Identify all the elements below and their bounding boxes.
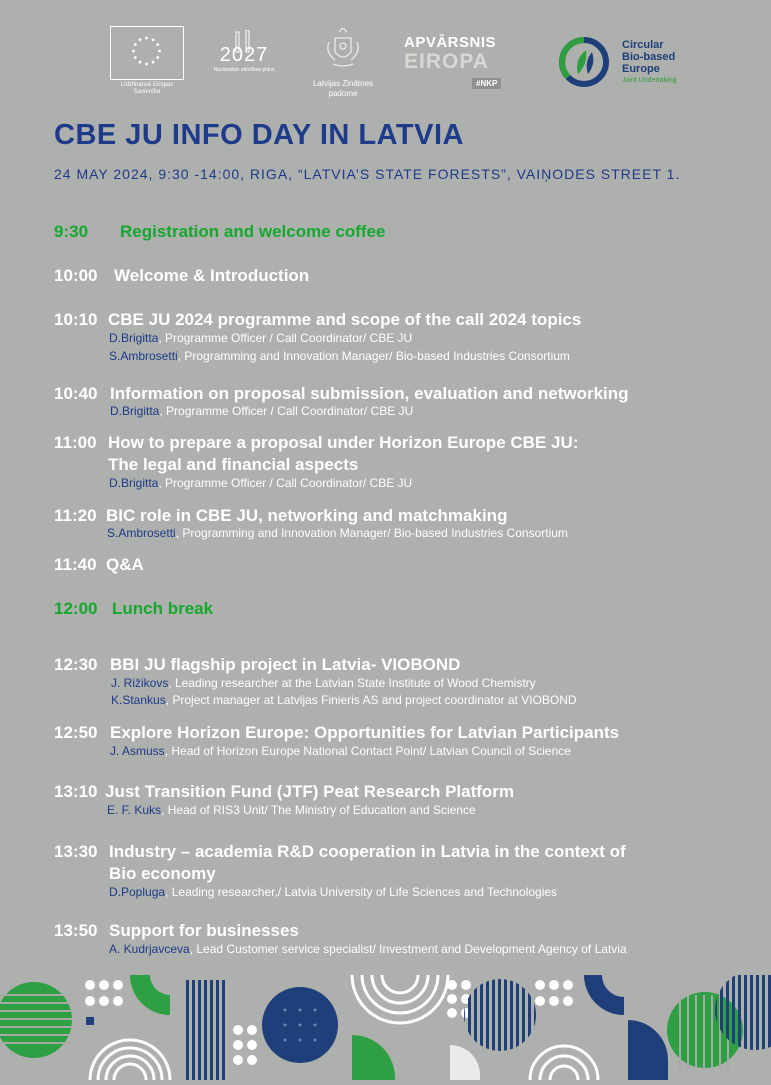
- speaker-role: , Head of RIS3 Unit/ The Ministry of Education and Science: [161, 803, 476, 817]
- speaker-role: , Leading researcher at the Latvian State Institute of Wood Chemistry: [168, 676, 536, 690]
- lzp-caption: Latvijas Zinātnes padome: [312, 79, 374, 98]
- agenda-item-programme: [54, 310, 581, 364]
- logo-bar: [0, 0, 771, 110]
- coat-of-arms-icon: [323, 28, 363, 70]
- agenda-item-registration: [54, 222, 385, 242]
- speaker-role: , Head of Horizon Europe National Contact Point/ Latvian Council of Science: [164, 744, 571, 758]
- cbe-line2: Bio-based: [622, 51, 676, 63]
- speaker-name: D.Popluga: [109, 885, 166, 899]
- speaker: [109, 885, 681, 900]
- speaker-role: , Programming and Innovation Manager/ Bio-based Industries Consortium: [175, 526, 568, 540]
- speaker-role: , Leading researcher,/ Latvia University of Life Sciences and Technologies: [165, 885, 558, 899]
- agenda-title: Industry – academia R&D cooperation in Latvia in the context of: [109, 842, 626, 861]
- speaker: [107, 526, 568, 541]
- agenda-time: 13:30: [54, 842, 98, 861]
- speaker-name: D.Brigitta: [109, 476, 159, 490]
- cbe-circle-icon: [558, 36, 610, 88]
- agenda-title: Information on proposal submission, evaluation and networking: [110, 384, 629, 403]
- speaker-name: K.Stankus: [111, 693, 166, 707]
- agenda-title: Welcome & Introduction: [114, 266, 310, 285]
- speaker: [107, 803, 567, 818]
- eu-caption: Līdzfinansē Eiropas Savienība: [120, 82, 174, 95]
- agenda-title: BIC role in CBE JU, networking and matchmaking: [106, 506, 508, 525]
- cbe-logo: [558, 38, 688, 88]
- agenda-item-submission: [54, 384, 629, 419]
- speaker-name: A. Kudrjavceva: [109, 942, 190, 956]
- agenda-time: 10:00: [54, 266, 98, 285]
- agenda-item-legal-financial: [54, 433, 578, 491]
- nap-bars-icon: [234, 30, 254, 54]
- speaker-role: , Programme Officer / Call Coordinator/ CBE JU: [159, 404, 414, 418]
- agenda-time: 9:30: [54, 222, 89, 241]
- speaker: [109, 331, 636, 346]
- agenda-title: Support for businesses: [109, 921, 299, 940]
- cbe-name: [622, 39, 675, 75]
- agenda-item-support: [54, 921, 627, 957]
- speaker-name: E. F. Kuks: [107, 803, 162, 817]
- speaker: [109, 942, 627, 957]
- speaker-role: , Programme Officer / Call Coordinator/ CBE JU: [158, 331, 413, 345]
- agenda-item-qa: [54, 555, 144, 575]
- speaker-role: , Lead Customer service specialist/ Investment and Development Agency of Latvia: [189, 942, 627, 956]
- apv-line2: EIROPA: [404, 50, 489, 73]
- agenda-time: 13:10: [54, 782, 98, 801]
- nap-year: 2027: [219, 44, 269, 66]
- agenda-time: 10:10: [54, 310, 98, 329]
- speaker: [111, 693, 577, 708]
- speaker-name: J. Rižikovs: [111, 676, 169, 690]
- agenda-title: Q&A: [106, 555, 144, 574]
- cbe-line3: Europe: [622, 63, 660, 75]
- agenda-time: 12:00: [54, 599, 98, 618]
- agenda-title: Just Transition Fund (JTF) Peat Research Platform: [105, 782, 515, 801]
- agenda-time: 13:50: [54, 921, 98, 940]
- event-details: 24 MAY 2024, 9:30 -14:00, RIGA, “LATVIA’S STATE FORESTS”, VAIŅODES STREET 1.: [54, 166, 681, 182]
- speaker-name: D.Brigitta: [110, 404, 160, 418]
- agenda-item-welcome: [54, 266, 309, 286]
- cbe-line1: Circular: [622, 39, 664, 51]
- speaker-name: S.Ambrosetti: [109, 349, 178, 363]
- agenda-item-bic: [54, 506, 568, 541]
- agenda-time: 11:00: [54, 433, 97, 452]
- nap-caption: Nacionālais attīstības plāns: [213, 67, 275, 73]
- agenda-item-industry: [54, 842, 626, 900]
- agenda-title: Lunch break: [112, 599, 214, 618]
- page-title: CBE JU INFO DAY IN LATVIA: [54, 119, 464, 151]
- speaker-role: , Project manager at Latvijas Finieris AS and project coordinator at VIOBOND: [165, 693, 577, 707]
- speaker-name: J. Asmuss: [110, 744, 165, 758]
- speaker: [109, 349, 636, 364]
- speaker-name: S.Ambrosetti: [107, 526, 176, 540]
- agenda-time: 10:40: [54, 384, 98, 403]
- cbe-line4: Joint Undertaking: [622, 77, 677, 84]
- geometric-pattern-icon: [0, 975, 771, 1080]
- speaker: [111, 676, 577, 691]
- agenda-title: Registration and welcome coffee: [120, 222, 386, 241]
- agenda-title: Explore Horizon Europe: Opportunities for Latvian Participants: [110, 723, 620, 742]
- agenda-title-cont: Bio economy: [109, 864, 216, 883]
- decorative-footer: [0, 975, 771, 1080]
- agenda-time: 11:20: [54, 506, 97, 525]
- speaker: [109, 476, 633, 491]
- eu-flag-icon: [110, 26, 184, 80]
- agenda-time: 12:30: [54, 655, 98, 674]
- speaker: [110, 744, 675, 759]
- lzp-logo: [308, 28, 378, 99]
- agenda-title: CBE JU 2024 programme and scope of the call 2024 topics: [108, 310, 582, 329]
- agenda-time: 12:50: [54, 723, 98, 742]
- speaker-role: , Programming and Innovation Manager/ Bio-based Industries Consortium: [177, 349, 570, 363]
- nkp-badge: #NKP: [472, 78, 501, 89]
- speaker: [110, 404, 685, 419]
- speaker-role: , Programme Officer / Call Coordinator/ CBE JU: [158, 476, 413, 490]
- speaker-name: D.Brigitta: [109, 331, 159, 345]
- agenda-item-horizon: [54, 723, 619, 759]
- agenda-item-lunch: [54, 599, 213, 619]
- agenda-title-cont: The legal and financial aspects: [108, 455, 359, 474]
- apv-line1: APVĀRSNIS: [404, 34, 497, 51]
- agenda-item-jtf: [54, 782, 514, 818]
- agenda-title: How to prepare a proposal under Horizon Europe CBE JU:: [108, 433, 579, 452]
- agenda-title: BBI JU flagship project in Latvia- VIOBOND: [110, 655, 461, 674]
- nap-logo: [212, 32, 276, 73]
- agenda-item-viobond: [54, 655, 577, 708]
- apvarsnis-logo: [404, 34, 508, 91]
- agenda-time: 11:40: [54, 555, 97, 574]
